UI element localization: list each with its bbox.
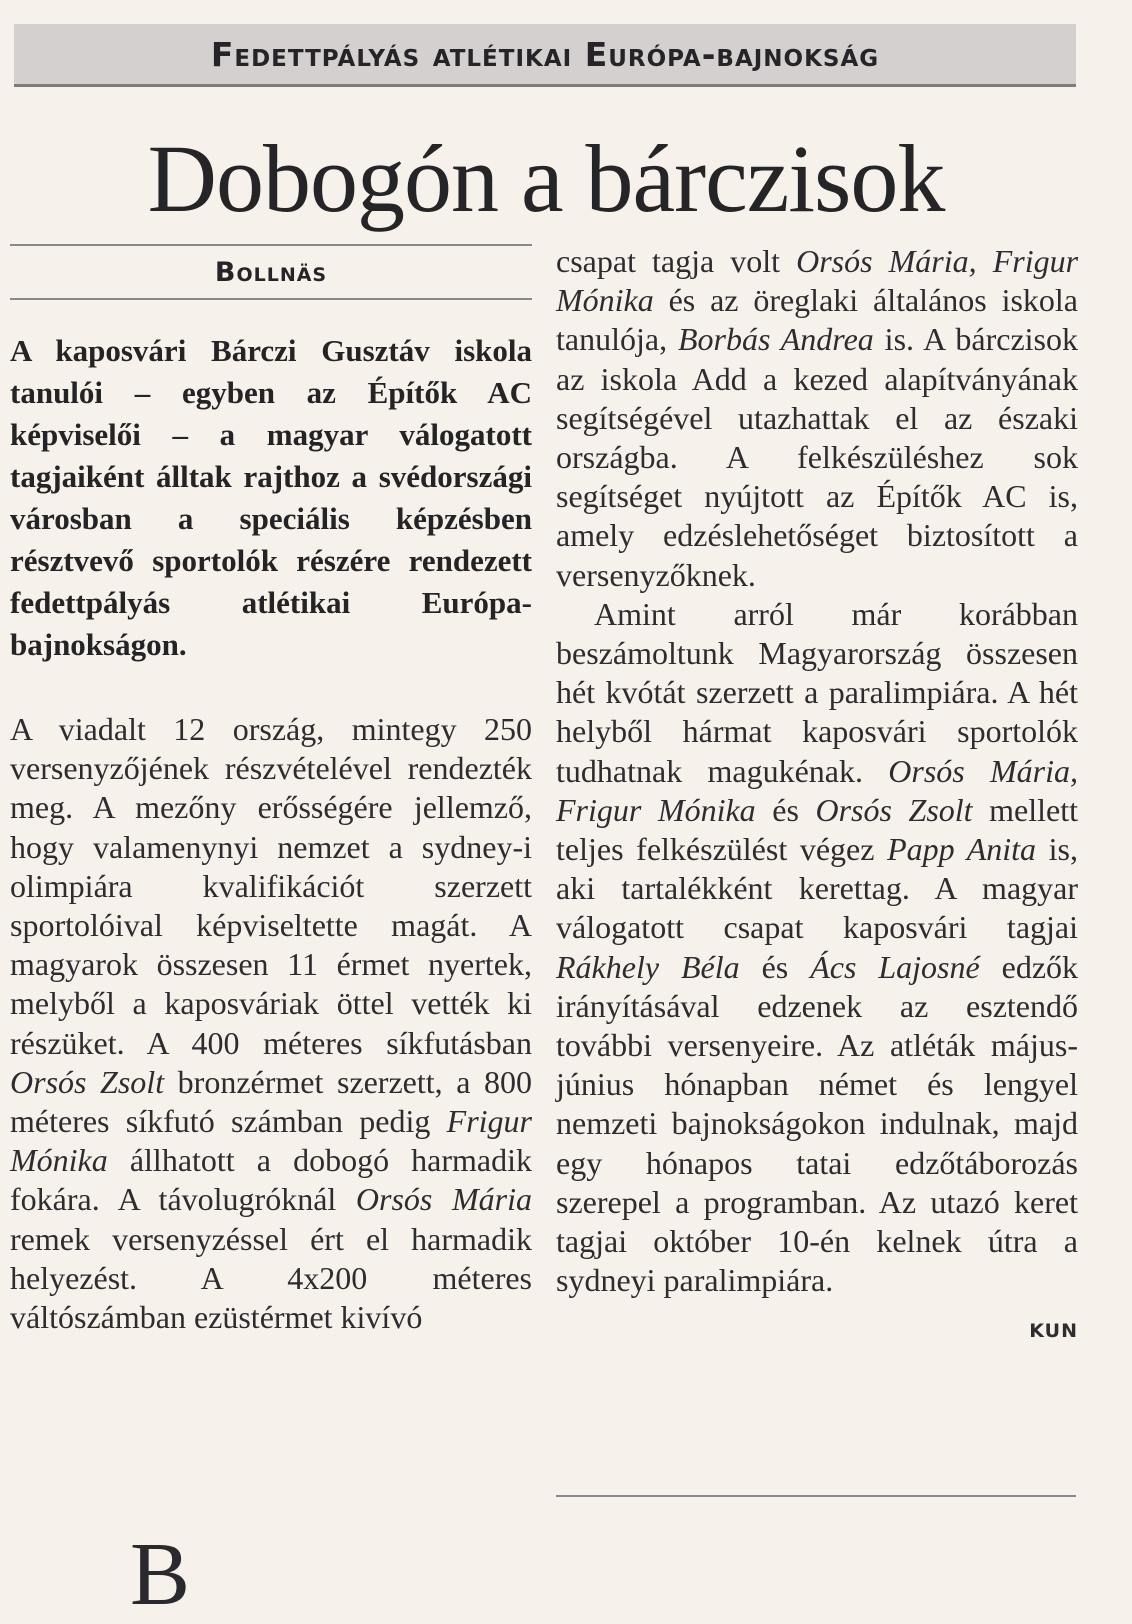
dateline: Bollnäs (214, 256, 328, 288)
person-name: Frigur Mónika (556, 243, 1079, 319)
person-name: Rákhely Béla (556, 948, 740, 985)
section-kicker-bar (14, 24, 1076, 87)
person-name: Orsós Zsolt (815, 791, 973, 828)
person-name: Papp Anita (887, 831, 1037, 868)
next-article-headline-fragment: B (130, 1525, 211, 1624)
article-end-rule (556, 1495, 1076, 1497)
article-headline: Dobogón a bárczisok (147, 125, 945, 232)
person-name: Borbás Andrea (677, 321, 874, 358)
body-right-paragraph-1: csapat tagja volt Orsós Mária, Frigur Mónika és az öreglaki általános iskola tanulója, Borbás Andrea is. A bárczisok az iskola Add a kezed alapítványának segítségével utazhattak el az északi országba. A felkészüléshez sok segítséget nyújtott az Építők AC is, amely edzéslehetőséget biztosított a versenyzőknek. (556, 243, 1079, 593)
body-right-paragraph-2: Amint arról már korábban beszámoltunk Magyarország összesen hét kvótát szerzett a paralimpiára. A hét helyből hármat kaposvári sportolók tudhatnak magukénak. Orsós Mária, Frigur Mónika és Orsós Zsolt mellett teljes felkészülést végez Papp Anita is, aki tartalékként kerettag. A magyar válogatott csapat kaposvári tagjai Rákhely Béla és Ács Lajosné edzők irányításával edzenek az esztendő további versenyeire. Az atléták május-június hónapban német és lengyel nemzeti bajnokságokon indulnak, majd egy hónapos tatai edzőtáborozás szerepel a programban. Az utazó keret tagjai október 10-én kelnek útra a sydneyi paralimpiára. (556, 595, 1079, 1299)
article-lead: A kaposvári Bárczi Gusztáv iskola tanulói – egyben az Építők AC képviselői – a magyar válogatott tagjaiként álltak rajthoz a svédországi városban a speciális képzésben résztvevő sportolók részére rendezett fedettpályás atlétikai Európa-bajnokságon. (10, 333, 532, 662)
column-left (10, 244, 532, 1337)
author-signature: KUN (1029, 1320, 1078, 1343)
person-name: Orsós Mária, (796, 243, 977, 279)
person-name: Frigur Mónika (10, 1103, 532, 1179)
body-right (556, 242, 1079, 1343)
person-name: Ács Lajosné (810, 948, 980, 985)
section-kicker: Fedettpályás atlétikai Európa-bajnokság (210, 34, 880, 74)
person-name: Orsós Mária (355, 1181, 532, 1218)
person-name: Orsós Zsolt (10, 1063, 165, 1100)
column-right (556, 244, 1078, 1352)
body-left: A viadalt 12 ország, mintegy 250 versenyzőjének részvételével rendezték meg. A mezőny erősségére jellemző, hogy valamenynyi nemzet a sydney-i olimpiára kvalifikációt szerzett sportolóival képviseltette magát. A magyarok összesen 11 érmet nyertek, melyből a kaposváriak öttel vették ki részüket. A 400 méteres síkfutásban Orsós Zsolt bronzérmet szerzett, a 800 méteres síkfutó számban pedig Frigur Mónika állhatott a dobogó harmadik fokára. A távolugróknál Orsós Mária remek versenyzéssel ért el harmadik helyezést. A 4x200 méteres váltószámban ezüstérmet kivívó (10, 711, 532, 1336)
person-name: Orsós Mária, Frigur Mónika (556, 752, 1078, 828)
dateline-row (10, 246, 532, 300)
